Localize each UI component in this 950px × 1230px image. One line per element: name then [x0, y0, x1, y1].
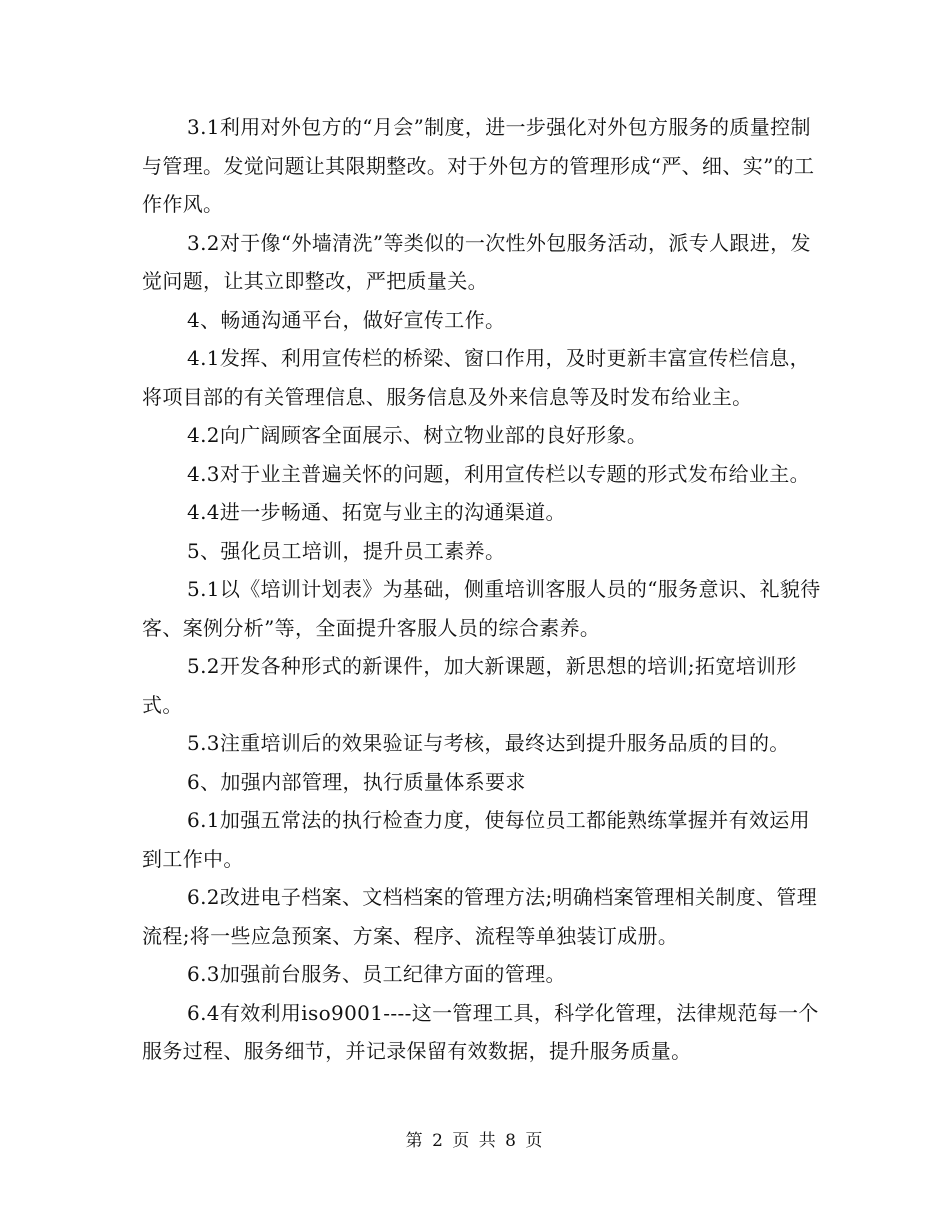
section-heading-6: 6、加强内部管理，执行质量体系要求 — [187, 769, 526, 794]
paragraph-5-1: 5.1以《培训计划表》为基础，侧重培训客服人员的“服务意识、礼貌待客、案例分析”等，全面提升客服人员的综合素养。 — [142, 577, 821, 640]
paragraph-6-1: 6.1加强五常法的执行检查力度，使每位员工都能熟练掌握并有效运用到工作中。 — [142, 808, 811, 871]
paragraph-3-1: 3.1利用对外包方的“月会”制度，进一步强化对外包方服务的质量控制与管理。发觉问题让其限期整改。对于外包方的管理形成“严、细、实”的工作作风。 — [142, 115, 815, 216]
section-heading-5: 5、强化员工培训，提升员工素养。 — [187, 538, 506, 563]
paragraph-3-2: 3.2对于像“外墙清洗”等类似的一次性外包服务活动，派专人跟进，发觉问题，让其立即整改，严把质量关。 — [142, 230, 811, 293]
paragraph-4-1: 4.1发挥、利用宣传栏的桥梁、窗口作用，及时更新丰富宣传栏信息，将项目部的有关管理信息、服务信息及外来信息等及时发布给业主。 — [142, 346, 811, 409]
document-body — [142, 108, 822, 1071]
paragraph-4-4: 4.4进一步畅通、拓宽与业主的沟通渠道。 — [187, 500, 566, 524]
paragraph-6-3: 6.3加强前台服务、员工纪律方面的管理。 — [187, 962, 566, 986]
section-heading-4: 4、畅通沟通平台，做好宣传工作。 — [187, 307, 506, 332]
paragraph-6-2: 6.2改进电子档案、文档档案的管理方法;明确档案管理相关制度、管理流程;将一些应急预案、方案、程序、流程等单独装订成册。 — [142, 885, 818, 948]
paragraph-4-2: 4.2向广阔顾客全面展示、树立物业部的良好形象。 — [187, 423, 648, 447]
paragraph-5-3: 5.3注重培训后的效果验证与考核，最终达到提升服务品质的目的。 — [187, 731, 790, 755]
paragraph-6-4: 6.4有效利用iso9001----这一管理工具，科学化管理，法律规范每一个服务过程、服务细节，并记录保留有效数据，提升服务质量。 — [142, 1000, 819, 1063]
page-number-footer: 第 2 页 共 8 页 — [405, 1131, 545, 1151]
paragraph-5-2: 5.2开发各种形式的新课件，加大新课题，新思想的培训;拓宽培训形式。 — [142, 654, 797, 717]
paragraph-4-3: 4.3对于业主普遍关怀的问题，利用宣传栏以专题的形式发布给业主。 — [187, 461, 811, 486]
